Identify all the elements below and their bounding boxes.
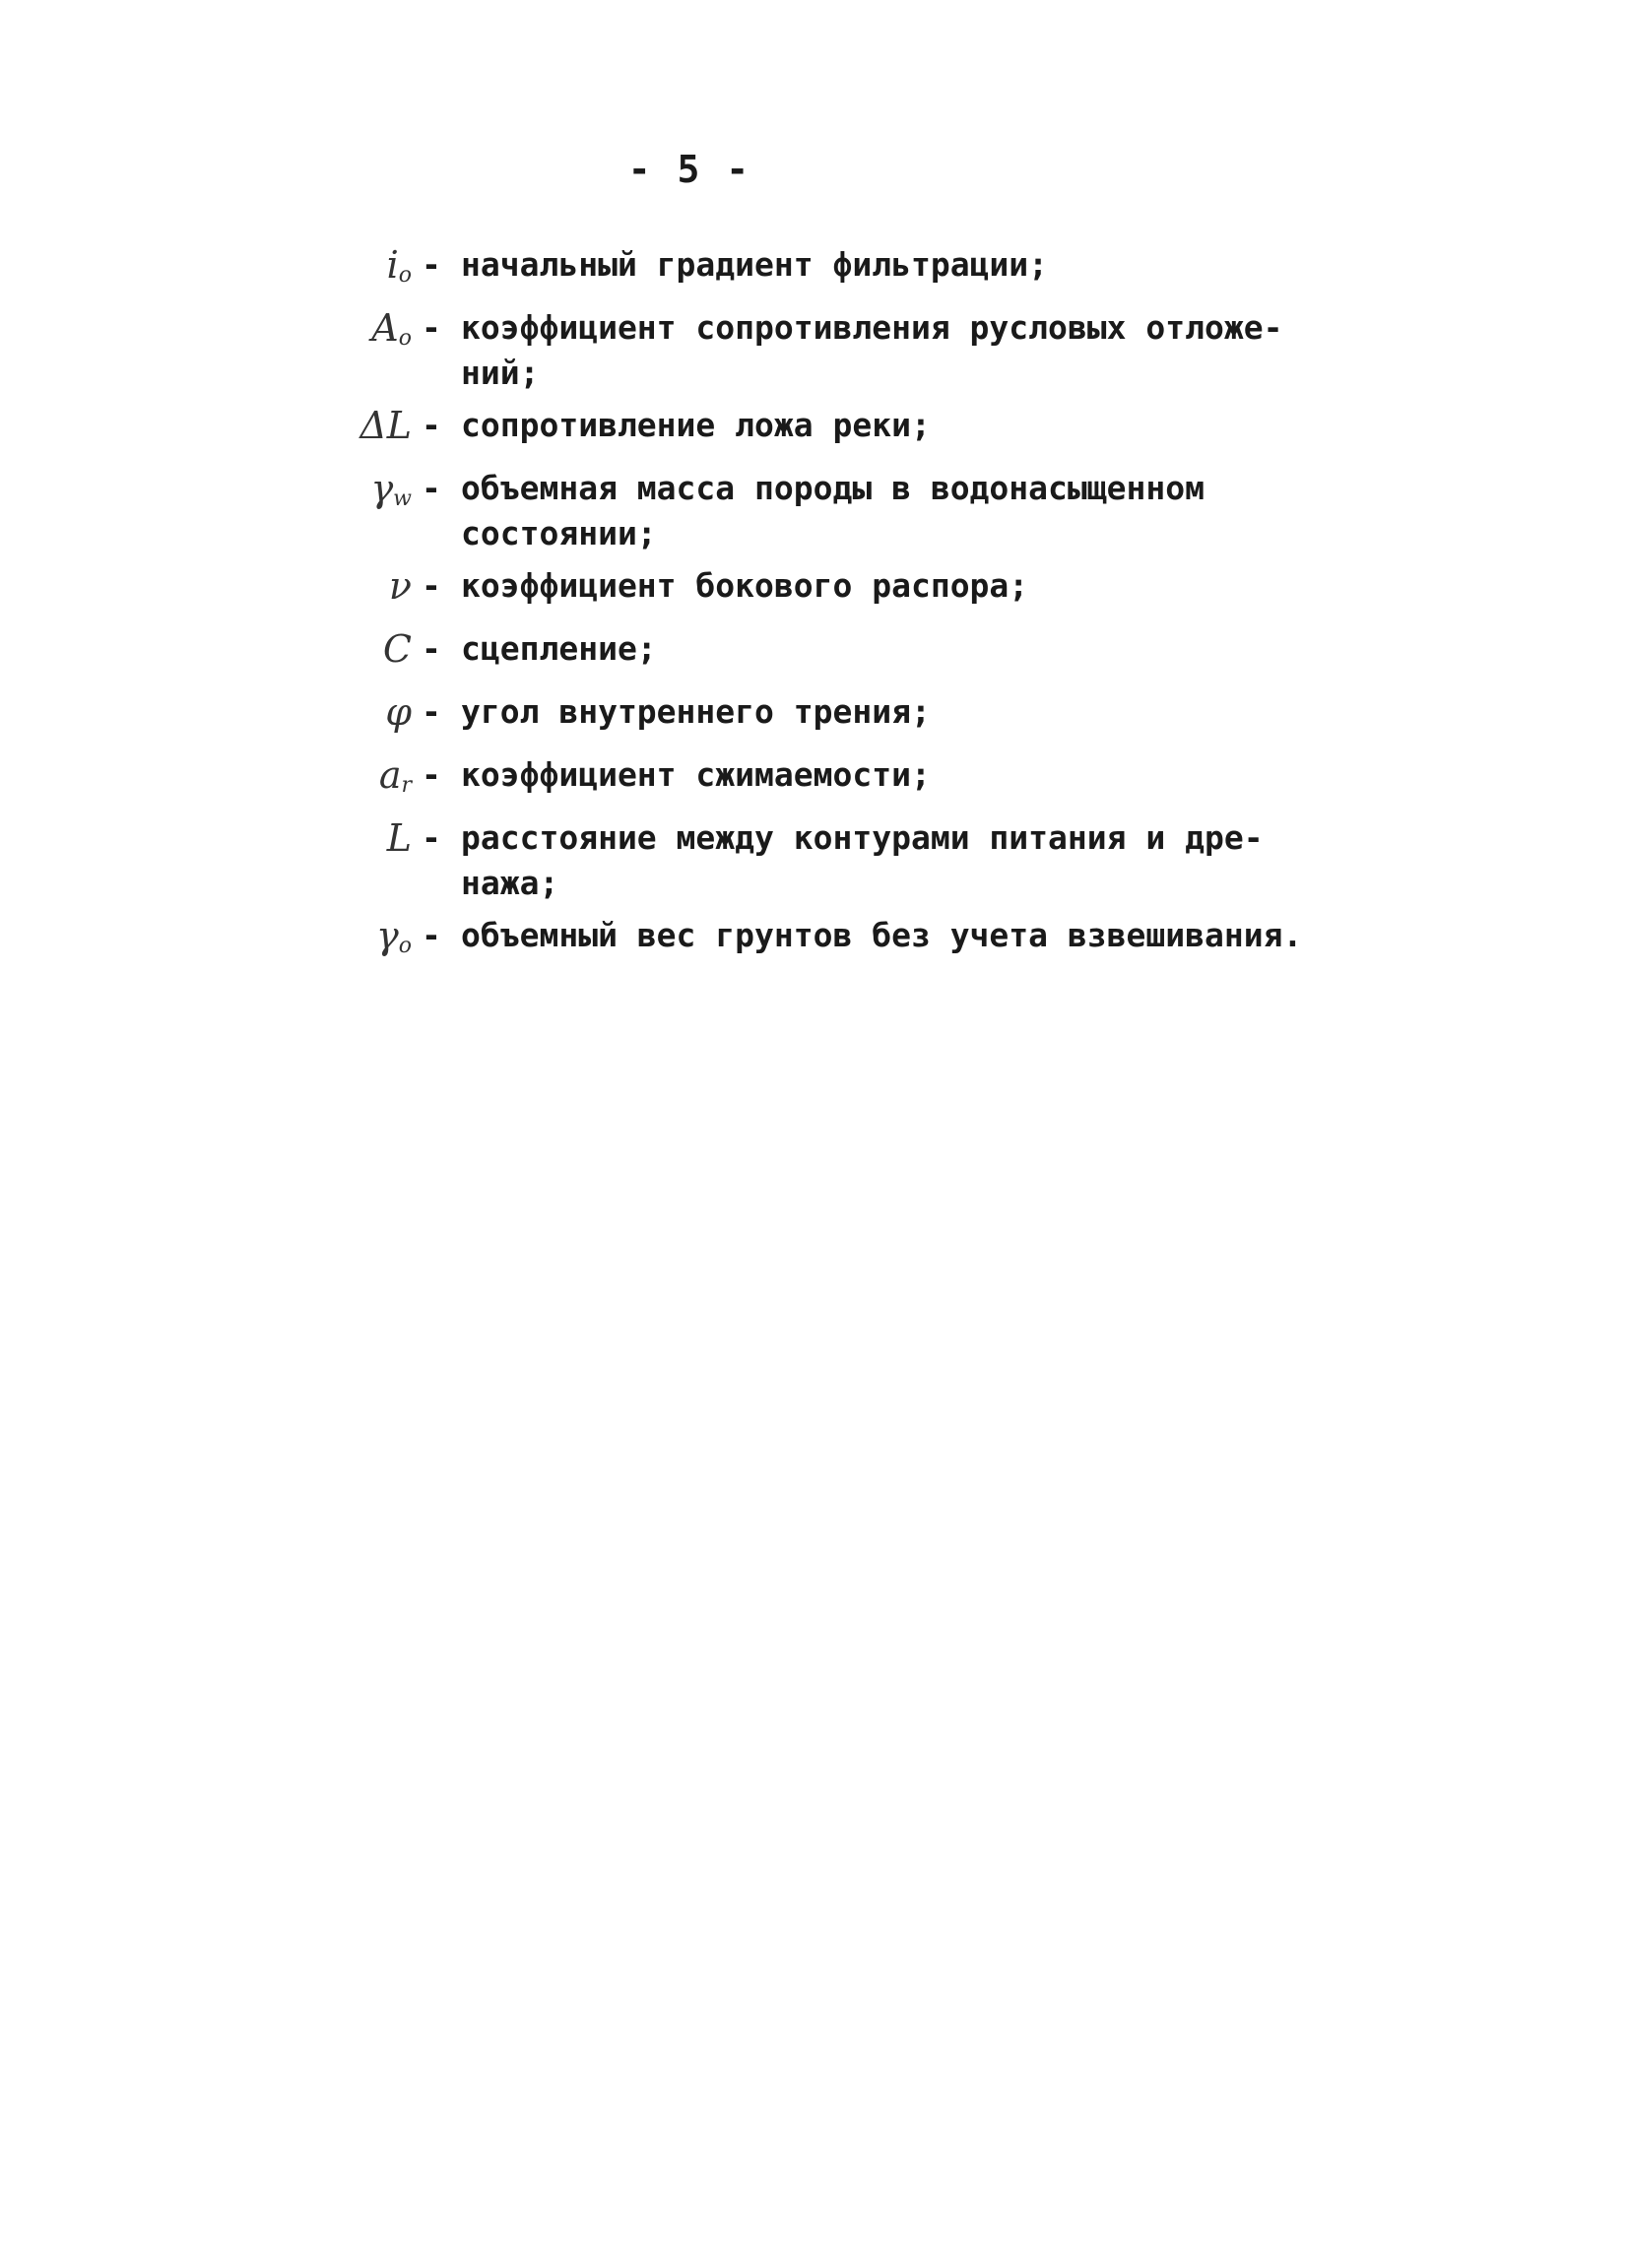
legend-symbol: C	[382, 627, 412, 671]
legend-dash: -	[422, 692, 441, 731]
legend-description: объемный вес грунтов без учета взвешивания.	[461, 916, 1303, 954]
legend-dash: -	[422, 629, 441, 668]
legend-dash: -	[422, 566, 441, 605]
legend-item	[325, 242, 1310, 298]
legend-symbol: $\gamma_o$	[376, 914, 412, 958]
legend-item	[325, 815, 1310, 906]
legend-description: коэффициент сжимаемости;	[461, 755, 931, 794]
legend-description: начальный градиент фильтрации;	[461, 245, 1049, 284]
legend-item	[325, 466, 1310, 556]
legend-item	[325, 689, 1310, 745]
legend-dash: -	[422, 818, 441, 857]
legend-item	[325, 913, 1310, 969]
legend-item	[325, 752, 1310, 809]
page-number: - 5 -	[627, 148, 751, 191]
legend-symbol: φ	[385, 690, 412, 734]
legend-item	[325, 305, 1310, 396]
legend-description: коэффициент сопротивления русловых отложе- ний;	[461, 308, 1283, 392]
legend-description: объемная масса породы в водонасыщенном состоянии;	[461, 469, 1205, 552]
legend-description: сцепление;	[461, 629, 657, 668]
legend-dash: -	[422, 308, 441, 347]
legend-symbol: $\gamma_w$	[370, 467, 412, 511]
legend-dash: -	[422, 469, 441, 507]
legend-description: сопротивление ложа реки;	[461, 406, 931, 444]
legend-dash: -	[422, 916, 441, 954]
legend-symbol: ΔL	[359, 404, 412, 447]
legend-description: коэффициент бокового распора;	[461, 566, 1029, 605]
legend-dash: -	[422, 245, 441, 284]
legend-symbol: $A_o$	[371, 306, 412, 351]
legend-symbol: $i_o$	[386, 243, 412, 288]
legend-symbol: $a_r$	[378, 753, 412, 798]
legend-symbol: ν	[388, 564, 412, 608]
legend-description: угол внутреннего трения;	[461, 692, 931, 731]
legend-item	[325, 563, 1310, 619]
legend-item	[325, 403, 1310, 459]
legend-item	[325, 626, 1310, 682]
legend-dash: -	[422, 755, 441, 794]
symbol-legend	[325, 242, 1310, 976]
legend-dash: -	[422, 406, 441, 444]
legend-description: расстояние между контурами питания и дре- нажа;	[461, 818, 1264, 902]
legend-symbol: L	[386, 816, 412, 860]
